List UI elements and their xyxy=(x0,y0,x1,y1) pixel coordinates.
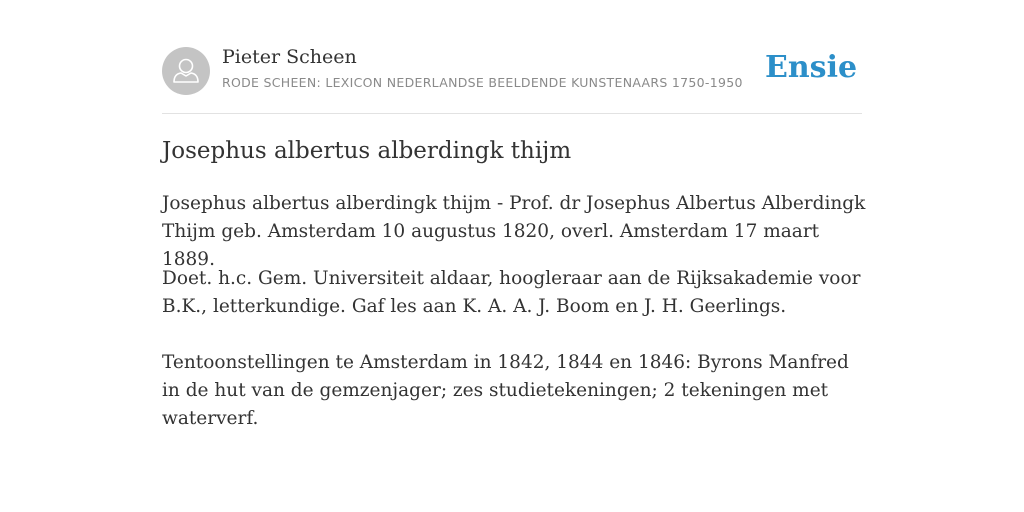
header xyxy=(162,46,862,96)
source-title[interactable]: RODE SCHEEN: LEXICON NEDERLANDSE BEELDENDE KUNSTENAARS 1750-1950 xyxy=(222,75,743,90)
paragraph-3: Tentoonstellingen te Amsterdam in 1842, 1844 en 1846: Byrons Manfred in de hut van de gemzenjager; zes studietekeningen; 2 tekeningen met waterverf. xyxy=(162,352,849,429)
author-name[interactable]: Pieter Scheen xyxy=(222,46,357,68)
paragraph-2: Doet. h.c. Gem. Universiteit aldaar, hoogleraar aan de Rijksakademie voor B.K., letterkundige. Gaf les aan K. A. A. J. Boom en J. H. Geerlings. xyxy=(162,268,861,317)
divider xyxy=(162,113,862,114)
avatar[interactable] xyxy=(162,47,210,95)
ensie-logo[interactable]: Ensie xyxy=(765,50,858,85)
user-icon xyxy=(162,47,210,95)
page-title: Josephus albertus alberdingk thijm xyxy=(162,138,572,164)
paragraph-1: Josephus albertus alberdingk thijm - Prof. dr Josephus Albertus Alberdingk Thijm geb. Amsterdam 10 augustus 1820, overl. Amsterdam 17 maart 1889. xyxy=(162,193,866,270)
